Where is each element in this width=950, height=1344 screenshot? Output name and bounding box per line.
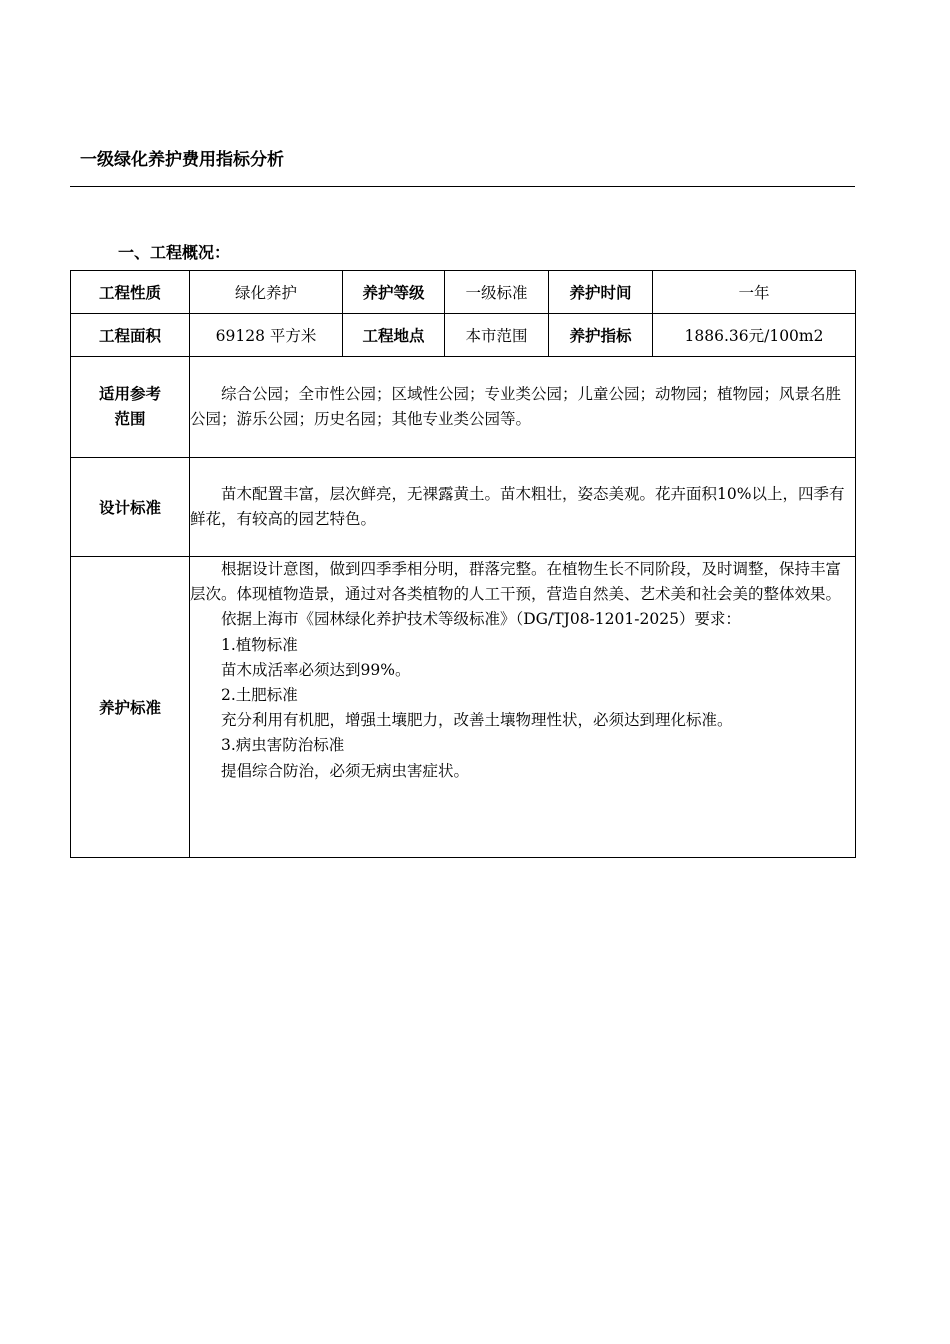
project-area-label: 工程面积 — [71, 314, 190, 357]
design-standard-label: 设计标准 — [71, 458, 190, 557]
title-divider — [70, 186, 855, 187]
scope-text: 综合公园；全市性公园；区域性公园；专业类公园；儿童公园；动物园；植物园；风景名胜公园；游乐公园；历史名园；其他专业类公园等。 — [190, 385, 842, 428]
maintenance-paragraph: 苗木成活率必须达到99%。 — [221, 660, 411, 679]
project-area-value: 69128 平方米 — [190, 314, 343, 357]
design-standard-text: 苗木配置丰富，层次鲜亮，无裸露黄土。苗木粗壮，姿态美观。花卉面积10%以上，四季有鲜花，有较高的园艺特色。 — [190, 485, 845, 528]
scope-content — [190, 357, 856, 458]
maintenance-paragraph: 充分利用有机肥，增强土壤肥力，改善土壤物理性状，必须达到理化标准。 — [221, 711, 733, 730]
maintenance-index-value: 1886.36元/100m2 — [653, 314, 856, 357]
table-row — [71, 271, 856, 314]
section-heading: 一、工程概况： — [118, 243, 231, 262]
scope-label — [71, 357, 190, 458]
soil-standard-heading: 2.土肥标准 — [221, 686, 298, 705]
project-location-label: 工程地点 — [343, 314, 445, 357]
pest-standard-heading: 3.病虫害防治标准 — [221, 736, 345, 755]
maintenance-paragraph: 提倡综合防治，必须无病虫害症状。 — [221, 761, 470, 780]
table-row — [71, 458, 856, 557]
table-row — [71, 357, 856, 458]
maintenance-period-value: 一年 — [653, 271, 856, 314]
maintenance-paragraph: 依据上海市《园林绿化养护技术等级标准》（DG/TJ08-1201-2025）要求： — [221, 610, 741, 629]
maintenance-standard-content — [190, 557, 856, 858]
document-title: 一级绿化养护费用指标分析 — [80, 150, 284, 170]
maintenance-index-label: 养护指标 — [549, 314, 653, 357]
design-standard-content — [190, 458, 856, 557]
project-overview-table — [70, 270, 856, 858]
scope-label-text: 适用参考范围 — [99, 385, 162, 428]
table-row — [71, 314, 856, 357]
maintenance-grade-label: 养护等级 — [343, 271, 445, 314]
project-nature-label: 工程性质 — [71, 271, 190, 314]
project-nature-value: 绿化养护 — [190, 271, 343, 314]
maintenance-period-label: 养护时间 — [549, 271, 653, 314]
project-location-value: 本市范围 — [445, 314, 549, 357]
table-row — [71, 557, 856, 858]
plant-standard-heading: 1.植物标准 — [221, 635, 298, 654]
maintenance-paragraph: 根据设计意图，做到四季季相分明，群落完整。在植物生长不同阶段，及时调整，保持丰富层次。体现植物造景，通过对各类植物的人工干预，营造自然美、艺术美和社会美的整体效果。 — [190, 560, 842, 604]
maintenance-standard-label: 养护标准 — [71, 557, 190, 858]
maintenance-grade-value: 一级标准 — [445, 271, 549, 314]
